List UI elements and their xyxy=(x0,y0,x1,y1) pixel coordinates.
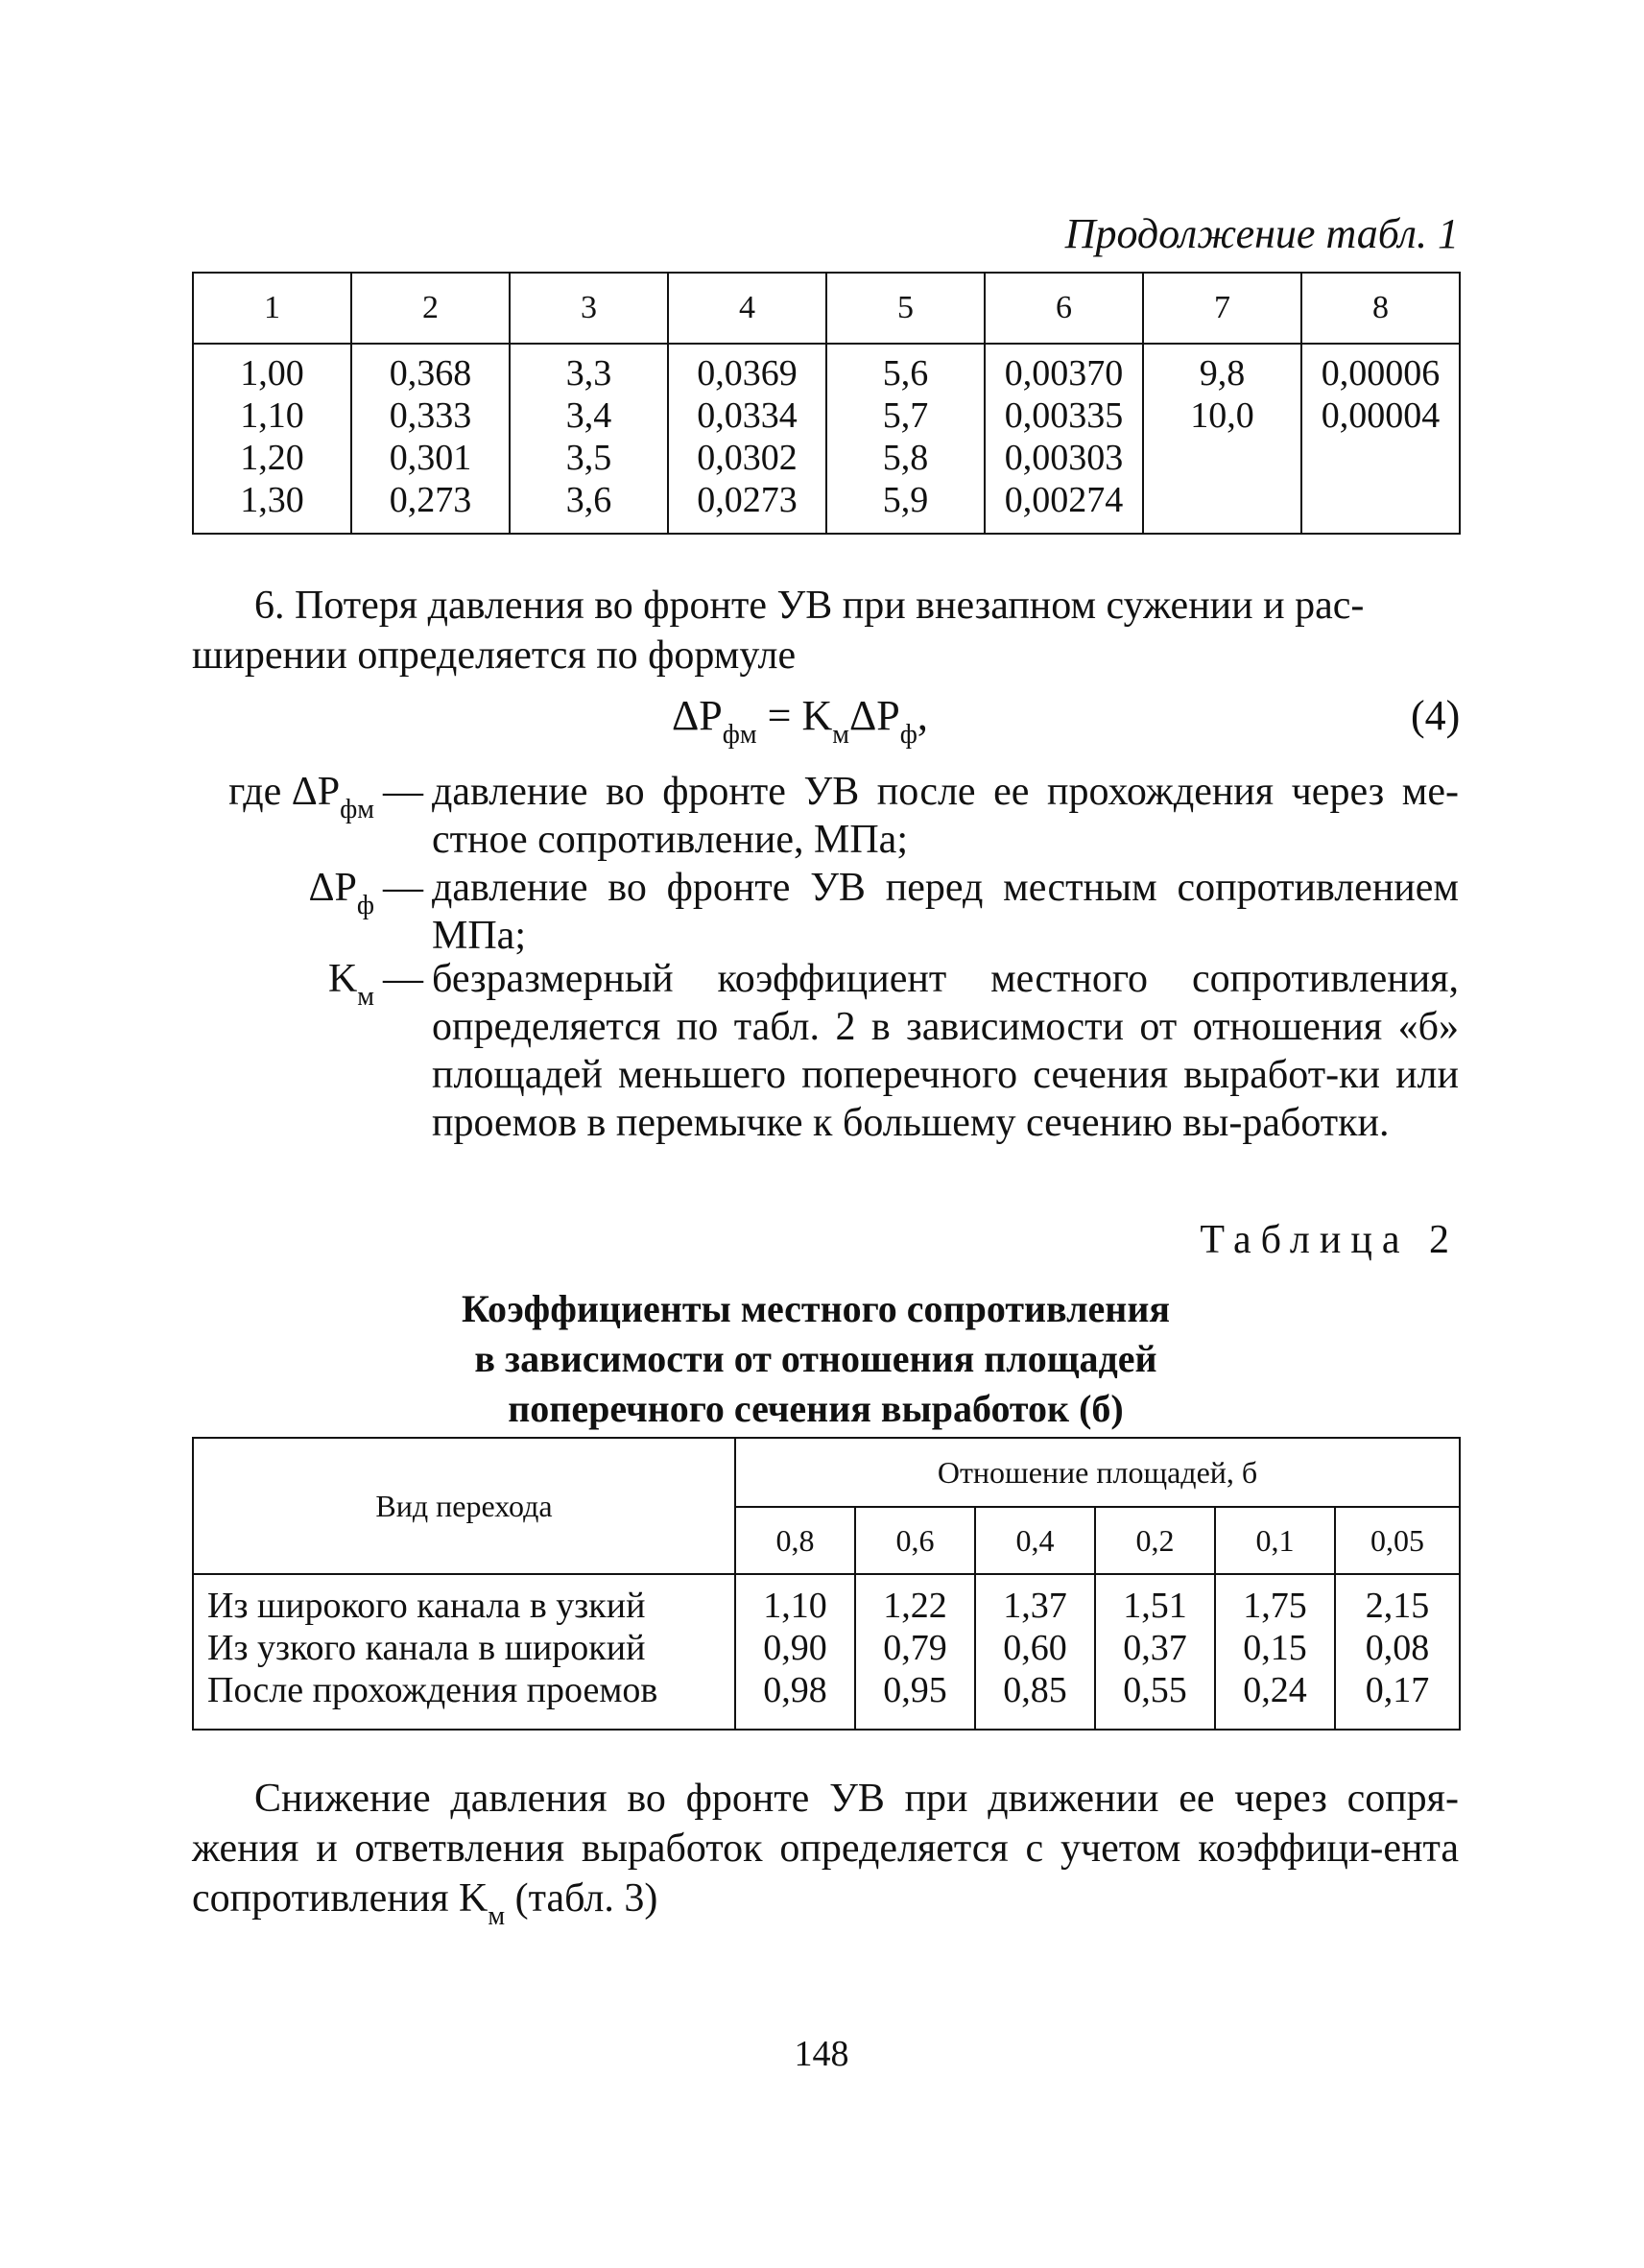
table-cell: 5,8 xyxy=(882,438,929,478)
where-item-pressure-after xyxy=(192,768,1459,864)
table-cell: 1,51 xyxy=(1123,1586,1187,1626)
paragraph-6-line-1: 6. Потеря давления во фронте УВ при внезапном сужении и рас- xyxy=(254,584,1365,628)
table-2-ratio-header: 0,6 xyxy=(855,1507,975,1574)
table-1-data-row xyxy=(193,344,1460,534)
table-cell: 0,17 xyxy=(1365,1670,1430,1710)
table-cell: 0,273 xyxy=(389,480,472,520)
where-symbol xyxy=(182,768,374,834)
where-dash: — xyxy=(383,770,423,814)
table-cell: 0,00303 xyxy=(1004,438,1124,478)
table-cell: 0,0334 xyxy=(697,395,798,436)
table-2-ratio-header: 0,4 xyxy=(975,1507,1095,1574)
table-cell: 0,00004 xyxy=(1321,395,1441,436)
table-cell: 5,9 xyxy=(882,480,929,520)
where-item-coefficient xyxy=(192,955,1459,1195)
table-cell: 1,30 xyxy=(240,480,304,520)
table-2-ratio-header: 0,2 xyxy=(1095,1507,1215,1574)
table-1-column-7 xyxy=(1143,344,1301,534)
formula-k: K xyxy=(801,692,833,739)
formula-rhs-subscript: ф xyxy=(899,720,917,750)
closing-paragraph xyxy=(192,1774,1459,1942)
table-cell: 5,7 xyxy=(882,395,929,436)
table-cell: 1,22 xyxy=(883,1586,947,1626)
table-cell: 1,10 xyxy=(240,395,304,436)
formula-4 xyxy=(672,691,928,751)
formula-number: (4) xyxy=(1411,692,1461,739)
table-cell: 0,0369 xyxy=(697,353,798,394)
table-cell: 0,55 xyxy=(1123,1670,1187,1710)
table-1-header-cell: 7 xyxy=(1143,273,1301,344)
where-symbol-subscript: м xyxy=(357,982,374,1012)
table-cell: 9,8 xyxy=(1199,353,1246,394)
table-cell: 0,301 xyxy=(389,438,472,478)
table-1-column-2 xyxy=(351,344,510,534)
table-2-data-row xyxy=(193,1574,1460,1730)
where-symbol-subscript: фм xyxy=(340,795,374,824)
where-symbol xyxy=(192,864,374,930)
table-2-column-0-6 xyxy=(855,1574,975,1730)
table-cell: 3,3 xyxy=(565,353,612,394)
table-cell: 0,00335 xyxy=(1004,395,1124,436)
table-cell: 3,6 xyxy=(565,480,612,520)
table-2-ratio-header: 0,1 xyxy=(1215,1507,1335,1574)
table-1-column-5 xyxy=(826,344,985,534)
page-number: 148 xyxy=(794,2034,849,2074)
table-1-header-cell: 4 xyxy=(668,273,826,344)
table-2 xyxy=(192,1437,1461,1731)
table-cell: 0,85 xyxy=(1003,1670,1067,1710)
table-2-ratio-header: 0,8 xyxy=(735,1507,855,1574)
table-cell: 0,368 xyxy=(389,353,472,394)
table-cell: 0,24 xyxy=(1243,1670,1307,1710)
table-continuation-label: Продолжение табл. 1 xyxy=(1064,210,1459,257)
table-1-header-cell: 2 xyxy=(351,273,510,344)
where-item-pressure-before xyxy=(192,864,1459,960)
table-cell: 1,75 xyxy=(1243,1586,1307,1626)
table-2-column-0-1 xyxy=(1215,1574,1335,1730)
table-2-header-row-1 xyxy=(193,1438,1460,1507)
table-cell: 3,4 xyxy=(565,395,612,436)
table-cell: 0,79 xyxy=(883,1628,947,1668)
table-2-row-labels xyxy=(193,1574,735,1730)
where-definition: безразмерный коэффициент местного сопротивления, определяется по табл. 2 в зависимости от отношения «б» площадей меньшего поперечного сечения выработ-ки или проемов в перемычке к большему сечению вы-работки. xyxy=(432,957,1459,1145)
table-2-row-label: Из узкого канала в широкий xyxy=(207,1628,646,1668)
table-cell: 0,08 xyxy=(1365,1628,1430,1668)
table-cell: 0,98 xyxy=(763,1670,827,1710)
paragraph-6 xyxy=(192,581,1459,680)
table-1-header-cell: 1 xyxy=(193,273,351,344)
table-2-column-0-2 xyxy=(1095,1574,1215,1730)
where-symbol-main: ΔP xyxy=(291,770,341,814)
where-symbol-main: ΔP xyxy=(308,866,357,910)
where-symbol xyxy=(192,955,374,1021)
table-1-header-cell: 5 xyxy=(826,273,985,344)
table-cell: 0,00370 xyxy=(1004,353,1124,394)
table-cell: 0,00274 xyxy=(1004,480,1124,520)
table-cell: 1,10 xyxy=(763,1586,827,1626)
table-cell: 0,37 xyxy=(1123,1628,1187,1668)
paragraph-6-line-2: ширении определяется по формуле xyxy=(192,633,797,678)
table-1-header-cell: 3 xyxy=(510,273,668,344)
table-2-row-header: Вид перехода xyxy=(193,1438,735,1574)
table-2-column-0-8 xyxy=(735,1574,855,1730)
table-1-column-8 xyxy=(1301,344,1460,534)
table-cell: 1,20 xyxy=(240,438,304,478)
table-cell: 3,5 xyxy=(565,438,612,478)
table-cell: 0,00006 xyxy=(1321,353,1441,394)
formula-tail: , xyxy=(917,692,928,739)
table-cell: 0,90 xyxy=(763,1628,827,1668)
table-2-title-line: в зависимости от отношения площадей xyxy=(474,1337,1157,1380)
formula-k-subscript: м xyxy=(832,720,849,750)
table-cell: 5,6 xyxy=(882,353,929,394)
table-2-ratio-header: 0,05 xyxy=(1335,1507,1460,1574)
table-2-title xyxy=(384,1284,1248,1434)
table-2-title-line: поперечного сечения выработок (б) xyxy=(508,1387,1124,1430)
where-symbol-main: K xyxy=(327,957,358,1001)
table-cell: 0,333 xyxy=(389,395,472,436)
where-dash: — xyxy=(383,957,423,1001)
formula-rhs: ΔP xyxy=(848,692,900,739)
table-cell: 0,60 xyxy=(1003,1628,1067,1668)
where-definition: давление во фронте УВ после ее прохождения через ме-стное сопротивление, МПа; xyxy=(432,770,1459,862)
table-cell: 10,0 xyxy=(1190,395,1254,436)
formula-equals: = xyxy=(756,692,802,739)
table-cell: 0,15 xyxy=(1243,1628,1307,1668)
formula-lhs: ΔP xyxy=(672,692,723,739)
table-1-column-1 xyxy=(193,344,351,534)
table-1-header-cell: 6 xyxy=(985,273,1143,344)
table-cell: 1,37 xyxy=(1003,1586,1067,1626)
table-cell: 0,95 xyxy=(883,1670,947,1710)
table-1-continuation xyxy=(192,272,1461,535)
table-1-column-3 xyxy=(510,344,668,534)
where-symbol-subscript: ф xyxy=(356,891,374,920)
table-2-column-0-05 xyxy=(1335,1574,1460,1730)
table-2-title-line: Коэффициенты местного сопротивления xyxy=(461,1287,1171,1330)
table-2-group-header: Отношение площадей, б xyxy=(735,1438,1460,1507)
where-definition: давление во фронте УВ перед местным сопротивлением МПа; xyxy=(432,866,1459,958)
table-2-row-label: После прохождения проемов xyxy=(207,1670,658,1710)
table-1-column-6 xyxy=(985,344,1143,534)
formula-lhs-subscript: фм xyxy=(722,720,757,750)
closing-paragraph-tail: (табл. 3) xyxy=(505,1876,658,1921)
where-lead: где xyxy=(228,770,282,814)
table-cell: 0,0302 xyxy=(697,438,798,478)
closing-paragraph-subscript: м xyxy=(488,1901,506,1931)
table-1-column-4 xyxy=(668,344,826,534)
closing-paragraph-text: Снижение давления во фронте УВ при движении ее через сопря-жения и ответвления выработок определяется с учетом коэффици-ента сопротивления K xyxy=(192,1777,1459,1921)
table-2-row-label: Из широкого канала в узкий xyxy=(207,1586,646,1626)
table-cell: 2,15 xyxy=(1365,1586,1430,1626)
where-dash: — xyxy=(383,866,423,910)
table-cell: 1,00 xyxy=(240,353,304,394)
table-2-label: Таблица 2 xyxy=(1200,1218,1459,1262)
table-cell: 0,0273 xyxy=(697,480,798,520)
table-1-header-cell: 8 xyxy=(1301,273,1460,344)
table-2-column-0-4 xyxy=(975,1574,1095,1730)
table-1-header-row xyxy=(193,273,1460,344)
